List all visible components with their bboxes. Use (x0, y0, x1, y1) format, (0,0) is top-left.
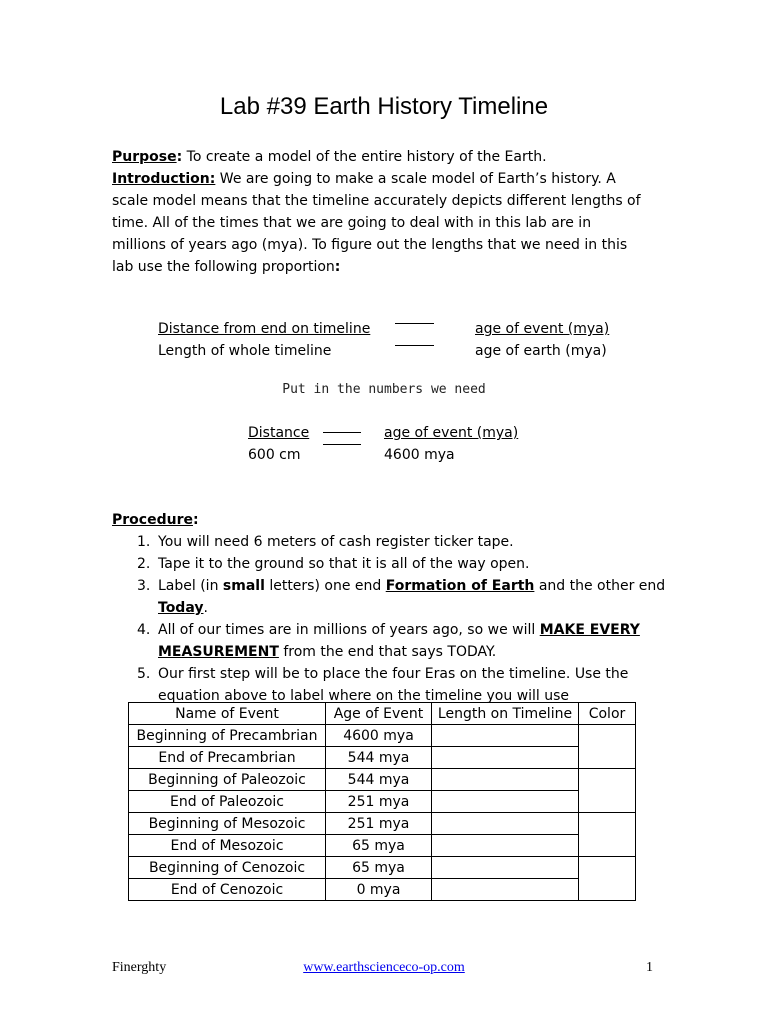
step-text: from the end that says TODAY. (278, 644, 497, 660)
table-row (129, 769, 636, 791)
length-input-cell[interactable] (432, 791, 579, 813)
event-age-cell: 65 mya (326, 857, 432, 879)
purpose-line (112, 146, 547, 168)
length-input-cell[interactable] (432, 725, 579, 747)
event-name-cell: Beginning of Mesozoic (129, 813, 326, 835)
purpose-label: Purpose (112, 149, 177, 165)
numbers-left-denominator: 600 cm (248, 447, 301, 463)
procedure-step (137, 553, 665, 575)
length-input-cell[interactable] (432, 857, 579, 879)
column-header-length: Length on Timeline (432, 703, 579, 725)
event-name-cell: End of Precambrian (129, 747, 326, 769)
introduction-label: Introduction: (112, 171, 216, 187)
table-row (129, 879, 636, 901)
proportion-right-numerator: age of event (mya) (475, 321, 610, 337)
step-text: equation above to label where on the timeline you will use (158, 688, 570, 704)
proportion-left-denominator: Length of whole timeline (158, 343, 332, 359)
proportion-dash (395, 323, 434, 324)
introduction-block (112, 168, 641, 278)
introduction-line: millions of years ago (mya). To figure out the lengths that we need in this (112, 237, 628, 253)
purpose-colon: : (176, 149, 183, 165)
page-title: Lab #39 Earth History Timeline (219, 93, 549, 120)
event-name-cell: Beginning of Precambrian (129, 725, 326, 747)
step-text: and the other end (534, 578, 666, 594)
introduction-line: We are going to make a scale model of Earth’s history. A (215, 171, 616, 187)
event-age-cell: 4600 mya (326, 725, 432, 747)
proportion-dash (395, 345, 434, 346)
step-number: 2. (137, 556, 151, 572)
length-input-cell[interactable] (432, 835, 579, 857)
introduction-line: scale model means that the timeline accurately depicts different lengths of (112, 193, 641, 209)
introduction-line: time. All of the times that we are going to deal with in this lab are in (112, 215, 592, 231)
event-age-cell: 251 mya (326, 813, 432, 835)
procedure-step (137, 619, 665, 663)
event-age-cell: 544 mya (326, 769, 432, 791)
length-input-cell[interactable] (432, 813, 579, 835)
event-age-cell: 0 mya (326, 879, 432, 901)
numbers-left-numerator: Distance (248, 425, 310, 441)
numbers-dash (323, 444, 361, 445)
step-text: . (203, 600, 208, 616)
length-input-cell[interactable] (432, 879, 579, 901)
table-row (129, 857, 636, 879)
introduction-line: lab use the following proportion (112, 259, 335, 275)
eras-table (128, 702, 636, 901)
step-text: You will need 6 meters of cash register ticker tape. (158, 534, 514, 550)
procedure-steps (137, 531, 665, 707)
formation-of-earth-label: Formation of Earth (385, 578, 535, 594)
introduction-colon: : (334, 259, 341, 275)
event-name-cell: End of Paleozoic (129, 791, 326, 813)
column-header-name: Name of Event (129, 703, 326, 725)
step-number: 4. (137, 622, 151, 638)
length-input-cell[interactable] (432, 747, 579, 769)
procedure-step (137, 531, 665, 553)
today-label: Today (158, 600, 204, 616)
color-cell-mesozoic[interactable] (579, 813, 636, 857)
small-emphasis: small (222, 578, 265, 594)
step-text: Label (in (158, 578, 223, 594)
event-age-cell: 65 mya (326, 835, 432, 857)
make-every-emphasis: MAKE EVERY (539, 622, 640, 638)
numbers-right-numerator: age of event (mya) (384, 425, 519, 441)
color-cell-cenozoic[interactable] (579, 857, 636, 901)
procedure-heading (112, 509, 199, 531)
step-number: 5. (137, 666, 151, 682)
purpose-text: To create a model of the entire history of the Earth. (182, 149, 547, 165)
event-name-cell: End of Cenozoic (129, 879, 326, 901)
step-number: 3. (137, 578, 151, 594)
step-number: 1. (137, 534, 151, 550)
table-row (129, 791, 636, 813)
event-name-cell: End of Mesozoic (129, 835, 326, 857)
table-row (129, 835, 636, 857)
table-row (129, 725, 636, 747)
table-header-row (129, 703, 636, 725)
numbers-right-denominator: 4600 mya (384, 447, 455, 463)
page-number: 1 (646, 960, 653, 975)
procedure-step (137, 575, 665, 619)
column-header-age: Age of Event (326, 703, 432, 725)
step-text: All of our times are in millions of years ago, so we will (158, 622, 540, 638)
procedure-step (137, 663, 665, 707)
step-text: Our first step will be to place the four Eras on the timeline. Use the (158, 666, 629, 682)
table-row (129, 813, 636, 835)
event-name-cell: Beginning of Cenozoic (129, 857, 326, 879)
footer-website-link[interactable]: www.earthscienceco-op.com (303, 960, 465, 975)
event-name-cell: Beginning of Paleozoic (129, 769, 326, 791)
proportion-left-numerator: Distance from end on timeline (158, 321, 371, 337)
footer-author: Finerghty (112, 960, 167, 975)
put-numbers-caption: Put in the numbers we need (282, 382, 486, 397)
column-header-color: Color (579, 703, 636, 725)
color-cell-paleozoic[interactable] (579, 769, 636, 813)
table-row (129, 747, 636, 769)
event-age-cell: 251 mya (326, 791, 432, 813)
length-input-cell[interactable] (432, 769, 579, 791)
step-text: letters) one end (264, 578, 386, 594)
procedure-colon: : (192, 512, 199, 528)
proportion-right-denominator: age of earth (mya) (475, 343, 607, 359)
measurement-emphasis: MEASUREMENT (158, 644, 279, 660)
color-cell-precambrian[interactable] (579, 725, 636, 769)
numbers-dash (323, 432, 361, 433)
event-age-cell: 544 mya (326, 747, 432, 769)
step-text: Tape it to the ground so that it is all of the way open. (158, 556, 530, 572)
procedure-label: Procedure (112, 512, 193, 528)
